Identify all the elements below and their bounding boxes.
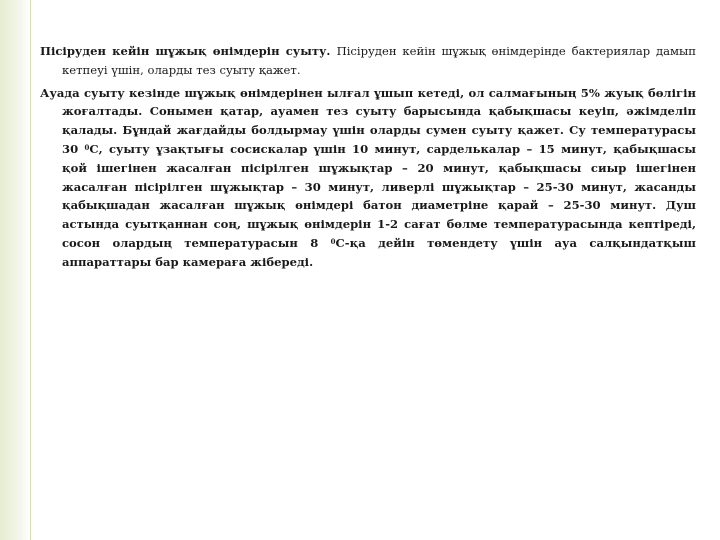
paragraph-text: Пісіруден кейін шұжық өнімдерінде бактериялар дамып кетпеуі үшін, оларды тез суыту қажет. xyxy=(62,44,696,77)
degree-mark: 0 xyxy=(84,142,90,152)
paragraph-lead: Пісіруден кейін шұжық өнімдерін суыту. xyxy=(40,44,337,58)
slide-body xyxy=(40,42,696,272)
paragraph-text-part-a: Ауада суыту кезінде шұжық өнімдерінен ылғал ұшып кетеді, ол салмағының 5% жуық бөлігін жоғалтады. Сонымен қатар, ауамен тез суыту барысында қабықшасы кеуіп, әжімделіп қалады. Бұндай жағдайды болдырмау үшін оларды сумен суыту қажет. Су температурасы 30 xyxy=(40,85,696,156)
left-decor-rule xyxy=(30,0,31,540)
paragraph-text-part-c: С-қа дейін төмендету үшін ауа салқындатқыш аппараттары бар камераға жібереді. xyxy=(62,235,696,269)
paragraph-cooling-intro xyxy=(40,42,696,80)
degree-mark: 0 xyxy=(330,236,336,246)
paragraph-cooling-details xyxy=(40,84,696,272)
left-decor-band xyxy=(0,0,30,540)
paragraph-text-part-b: С, суыту ұзақтығы сосискалар үшін 10 минут, сарделькалар – 15 минут, қабықшасы қой ішегінен жасалған пісірілген шұжықтар – 20 минут, қабықшасы сиыр ішегінен жасалған пісірілген шұжықтар – 30 минут, ливерлі шұжықтар – 25-30 минут, жасанды қабықшадан жасалған шұжық өнімдері батон диаметріне қарай – 25-30 минут. Душ астында суытқаннан соң, шұжық өнімдерін 1-2 сағат бөлме температурасында кептіреді, сосон олардың температурасын 8 xyxy=(62,141,696,250)
